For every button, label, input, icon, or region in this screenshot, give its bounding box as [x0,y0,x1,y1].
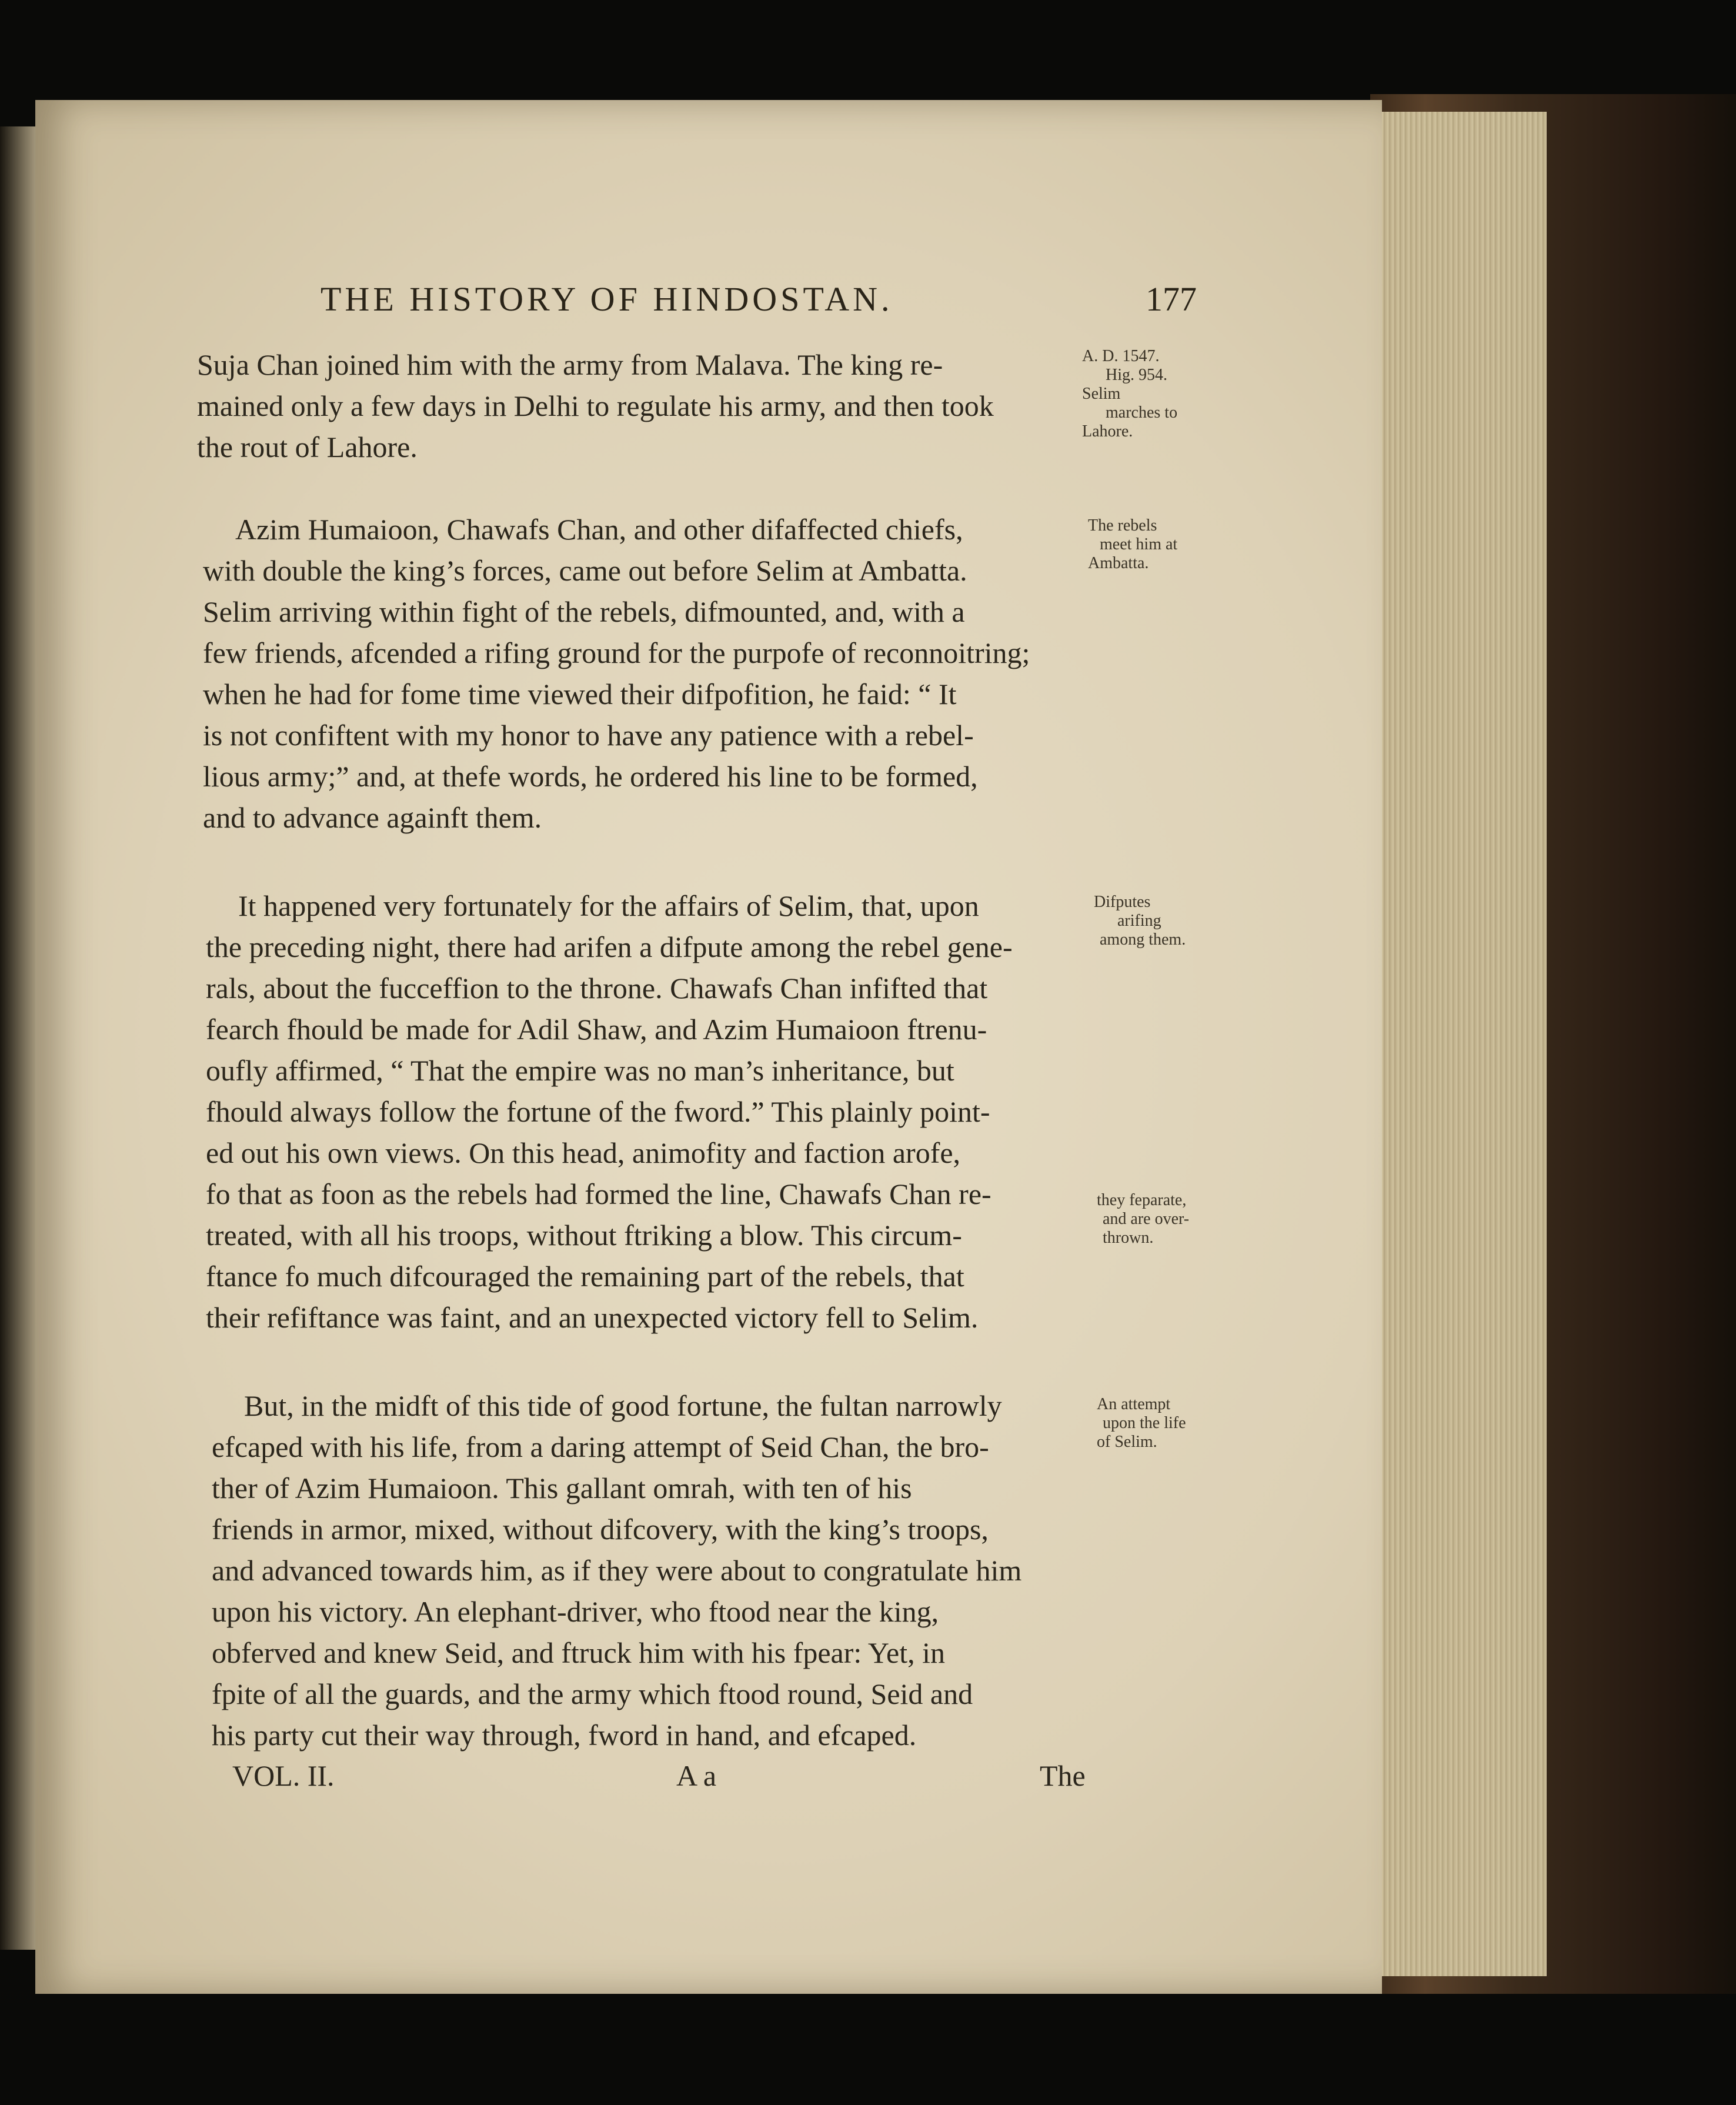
catchword: The [1040,1759,1086,1792]
text-line: ed out his own views. On this head, animofity and faction arofe, [206,1136,961,1169]
text-line: fhould always follow the fortune of the fword.” This plainly point- [206,1095,990,1128]
page-fore-edge [1370,112,1547,1976]
margin-note: they feparate, and are over- thrown. [1097,1191,1190,1247]
page-number: 177 [1146,280,1197,318]
text-line: lious army;” and, at thefe words, he ordered his line to be formed, [203,760,978,793]
text-line: Suja Chan joined him with the army from Malava. The king re- [197,348,943,381]
text-line: with double the king’s forces, came out before Selim at Ambatta. [203,554,967,587]
text-line: and advanced towards him, as if they were about to congratulate him [212,1554,1022,1587]
text-line: few friends, afcended a rifing ground for the purpofe of reconnoitring; [203,636,1030,669]
text-line: the rout of Lahore. [197,431,418,463]
volume-label: VOL. II. [232,1759,335,1792]
text-line: efcaped with his life, from a daring attempt of Seid Chan, the bro- [212,1430,989,1463]
text-line: mained only a few days in Delhi to regulate his army, and then took [197,389,994,422]
text-line: is not confiftent with my honor to have any patience with a rebel- [203,719,974,752]
text-line: fearch fhould be made for Adil Shaw, and Azim Humaioon ftrenu- [206,1013,987,1046]
text-line: ftance fo much difcouraged the remaining part of the rebels, that [206,1260,964,1293]
text-line: upon his victory. An elephant-driver, who ftood near the king, [212,1595,939,1628]
text-line: their refiftance was faint, and an unexpected victory fell to Selim. [206,1301,979,1334]
margin-note: A. D. 1547. Hig. 954. Selim marches to Lahore. [1082,347,1178,441]
signature-mark: A a [676,1759,717,1792]
text-line: fo that as foon as the rebels had formed the line, Chawafs Chan re- [206,1177,991,1210]
text-line: ther of Azim Humaioon. This gallant omrah, with ten of his [212,1472,912,1504]
text-line: friends in armor, mixed, without difcovery, with the king’s troops, [212,1513,989,1546]
margin-note: The rebels meet him at Ambatta. [1088,516,1178,572]
margin-note: An attempt upon the life of Selim. [1097,1395,1186,1451]
running-title: THE HISTORY OF HINDOSTAN. [321,280,893,318]
text-line: his party cut their way through, fword in hand, and efcaped. [212,1719,917,1752]
text-line: But, in the midft of this tide of good fortune, the fultan narrowly [244,1389,1002,1422]
text-line: oufly affirmed, “ That the empire was no man’s inheritance, but [206,1054,954,1087]
text-line: Selim arriving within fight of the rebels, difmounted, and, with a [203,595,965,628]
text-line: rals, about the fucceffion to the throne. Chawafs Chan infifted that [206,972,988,1005]
text-line: It happened very fortunately for the affairs of Selim, that, upon [238,889,979,922]
text-line: fpite of all the guards, and the army which ftood round, Seid and [212,1677,973,1710]
margin-note: Difputes arifing among them. [1094,893,1186,949]
text-line: the preceding night, there had arifen a difpute among the rebel gene- [206,930,1013,963]
page-header [0,279,1736,332]
text-line: Azim Humaioon, Chawafs Chan, and other difaffected chiefs, [235,513,963,546]
text-line: obferved and knew Seid, and ftruck him with his fpear: Yet, in [212,1636,945,1669]
text-line: treated, with all his troops, without ftriking a blow. This circum- [206,1219,962,1252]
text-line: and to advance againft them. [203,801,542,834]
text-line: when he had for fome time viewed their difpofition, he faid: “ It [203,678,957,710]
